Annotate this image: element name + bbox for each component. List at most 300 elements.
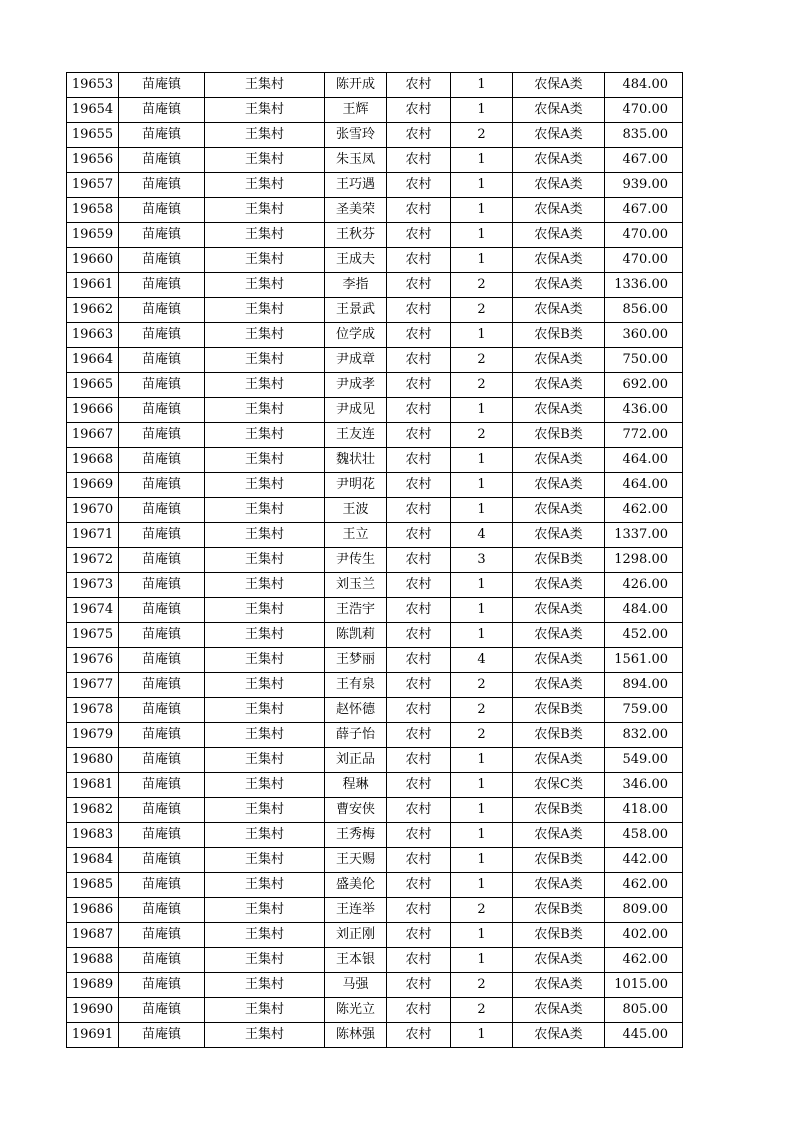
household-size-cell: 2 — [451, 723, 513, 748]
serial-number-cell: 19687 — [67, 923, 119, 948]
category-cell: 农保B类 — [513, 698, 605, 723]
name-cell: 王巧遇 — [325, 173, 387, 198]
name-cell: 张雪玲 — [325, 123, 387, 148]
amount-cell: 856.00 — [605, 298, 683, 323]
town-cell: 苗庵镇 — [119, 723, 205, 748]
amount-cell: 772.00 — [605, 423, 683, 448]
category-cell: 农保A类 — [513, 473, 605, 498]
table-row — [67, 923, 683, 948]
village-cell: 王集村 — [205, 648, 325, 673]
village-cell: 王集村 — [205, 348, 325, 373]
category-cell: 农保A类 — [513, 373, 605, 398]
serial-number-cell: 19661 — [67, 273, 119, 298]
household-size-cell: 1 — [451, 198, 513, 223]
area-type-cell: 农村 — [387, 623, 451, 648]
household-size-cell: 3 — [451, 548, 513, 573]
town-cell: 苗庵镇 — [119, 98, 205, 123]
name-cell: 王天赐 — [325, 848, 387, 873]
area-type-cell: 农村 — [387, 73, 451, 98]
category-cell: 农保A类 — [513, 748, 605, 773]
town-cell: 苗庵镇 — [119, 348, 205, 373]
village-cell: 王集村 — [205, 123, 325, 148]
table-row — [67, 123, 683, 148]
amount-cell: 360.00 — [605, 323, 683, 348]
town-cell: 苗庵镇 — [119, 248, 205, 273]
table-row — [67, 723, 683, 748]
village-cell: 王集村 — [205, 248, 325, 273]
category-cell: 农保A类 — [513, 948, 605, 973]
amount-cell: 484.00 — [605, 73, 683, 98]
village-cell: 王集村 — [205, 73, 325, 98]
household-size-cell: 1 — [451, 498, 513, 523]
name-cell: 王秀梅 — [325, 823, 387, 848]
town-cell: 苗庵镇 — [119, 948, 205, 973]
area-type-cell: 农村 — [387, 698, 451, 723]
amount-cell: 464.00 — [605, 448, 683, 473]
category-cell: 农保A类 — [513, 648, 605, 673]
village-cell: 王集村 — [205, 698, 325, 723]
amount-cell: 467.00 — [605, 148, 683, 173]
serial-number-cell: 19657 — [67, 173, 119, 198]
category-cell: 农保A类 — [513, 198, 605, 223]
village-cell: 王集村 — [205, 548, 325, 573]
town-cell: 苗庵镇 — [119, 123, 205, 148]
serial-number-cell: 19671 — [67, 523, 119, 548]
area-type-cell: 农村 — [387, 548, 451, 573]
amount-cell: 470.00 — [605, 248, 683, 273]
town-cell: 苗庵镇 — [119, 973, 205, 998]
amount-cell: 445.00 — [605, 1023, 683, 1048]
household-size-cell: 1 — [451, 398, 513, 423]
amount-cell: 692.00 — [605, 373, 683, 398]
serial-number-cell: 19660 — [67, 248, 119, 273]
table-row — [67, 998, 683, 1023]
household-size-cell: 2 — [451, 898, 513, 923]
town-cell: 苗庵镇 — [119, 1023, 205, 1048]
table-row — [67, 823, 683, 848]
serial-number-cell: 19662 — [67, 298, 119, 323]
area-type-cell: 农村 — [387, 223, 451, 248]
name-cell: 王友连 — [325, 423, 387, 448]
town-cell: 苗庵镇 — [119, 898, 205, 923]
area-type-cell: 农村 — [387, 773, 451, 798]
household-size-cell: 1 — [451, 873, 513, 898]
village-cell: 王集村 — [205, 1023, 325, 1048]
village-cell: 王集村 — [205, 373, 325, 398]
name-cell: 尹成见 — [325, 398, 387, 423]
category-cell: 农保A类 — [513, 873, 605, 898]
household-size-cell: 1 — [451, 598, 513, 623]
name-cell: 王有泉 — [325, 673, 387, 698]
serial-number-cell: 19673 — [67, 573, 119, 598]
serial-number-cell: 19665 — [67, 373, 119, 398]
table-row — [67, 273, 683, 298]
town-cell: 苗庵镇 — [119, 598, 205, 623]
household-size-cell: 1 — [451, 73, 513, 98]
amount-cell: 805.00 — [605, 998, 683, 1023]
village-cell: 王集村 — [205, 523, 325, 548]
serial-number-cell: 19691 — [67, 1023, 119, 1048]
category-cell: 农保B类 — [513, 548, 605, 573]
area-type-cell: 农村 — [387, 248, 451, 273]
town-cell: 苗庵镇 — [119, 698, 205, 723]
table-row — [67, 423, 683, 448]
table-row — [67, 848, 683, 873]
area-type-cell: 农村 — [387, 873, 451, 898]
category-cell: 农保B类 — [513, 848, 605, 873]
area-type-cell: 农村 — [387, 998, 451, 1023]
area-type-cell: 农村 — [387, 348, 451, 373]
household-size-cell: 1 — [451, 223, 513, 248]
household-size-cell: 1 — [451, 848, 513, 873]
name-cell: 圣美荣 — [325, 198, 387, 223]
village-cell: 王集村 — [205, 673, 325, 698]
category-cell: 农保A类 — [513, 173, 605, 198]
category-cell: 农保A类 — [513, 573, 605, 598]
name-cell: 王浩宇 — [325, 598, 387, 623]
table-row — [67, 773, 683, 798]
name-cell: 位学成 — [325, 323, 387, 348]
household-size-cell: 1 — [451, 98, 513, 123]
serial-number-cell: 19690 — [67, 998, 119, 1023]
amount-cell: 462.00 — [605, 948, 683, 973]
village-cell: 王集村 — [205, 223, 325, 248]
town-cell: 苗庵镇 — [119, 148, 205, 173]
table-row — [67, 248, 683, 273]
category-cell: 农保A类 — [513, 148, 605, 173]
amount-cell: 484.00 — [605, 598, 683, 623]
category-cell: 农保B类 — [513, 923, 605, 948]
household-size-cell: 2 — [451, 348, 513, 373]
category-cell: 农保A类 — [513, 448, 605, 473]
table-row — [67, 348, 683, 373]
town-cell: 苗庵镇 — [119, 473, 205, 498]
table-row — [67, 898, 683, 923]
serial-number-cell: 19670 — [67, 498, 119, 523]
name-cell: 赵怀德 — [325, 698, 387, 723]
village-cell: 王集村 — [205, 773, 325, 798]
area-type-cell: 农村 — [387, 923, 451, 948]
name-cell: 李指 — [325, 273, 387, 298]
amount-cell: 1298.00 — [605, 548, 683, 573]
table-row — [67, 573, 683, 598]
household-size-cell: 1 — [451, 798, 513, 823]
village-cell: 王集村 — [205, 173, 325, 198]
village-cell: 王集村 — [205, 823, 325, 848]
table-row — [67, 148, 683, 173]
amount-cell: 1336.00 — [605, 273, 683, 298]
area-type-cell: 农村 — [387, 848, 451, 873]
town-cell: 苗庵镇 — [119, 223, 205, 248]
table-row — [67, 398, 683, 423]
serial-number-cell: 19688 — [67, 948, 119, 973]
serial-number-cell: 19656 — [67, 148, 119, 173]
amount-cell: 470.00 — [605, 98, 683, 123]
table-row — [67, 473, 683, 498]
table-row — [67, 523, 683, 548]
household-size-cell: 1 — [451, 623, 513, 648]
amount-cell: 442.00 — [605, 848, 683, 873]
serial-number-cell: 19669 — [67, 473, 119, 498]
household-size-cell: 1 — [451, 248, 513, 273]
area-type-cell: 农村 — [387, 973, 451, 998]
area-type-cell: 农村 — [387, 823, 451, 848]
village-cell: 王集村 — [205, 448, 325, 473]
area-type-cell: 农村 — [387, 723, 451, 748]
town-cell: 苗庵镇 — [119, 523, 205, 548]
table-row — [67, 548, 683, 573]
area-type-cell: 农村 — [387, 398, 451, 423]
household-size-cell: 1 — [451, 323, 513, 348]
category-cell: 农保A类 — [513, 398, 605, 423]
table-row — [67, 598, 683, 623]
serial-number-cell: 19683 — [67, 823, 119, 848]
serial-number-cell: 19664 — [67, 348, 119, 373]
name-cell: 朱玉凤 — [325, 148, 387, 173]
village-cell: 王集村 — [205, 998, 325, 1023]
village-cell: 王集村 — [205, 498, 325, 523]
serial-number-cell: 19682 — [67, 798, 119, 823]
village-cell: 王集村 — [205, 623, 325, 648]
area-type-cell: 农村 — [387, 1023, 451, 1048]
table-row — [67, 498, 683, 523]
household-size-cell: 1 — [451, 948, 513, 973]
name-cell: 王波 — [325, 498, 387, 523]
town-cell: 苗庵镇 — [119, 573, 205, 598]
town-cell: 苗庵镇 — [119, 73, 205, 98]
amount-cell: 452.00 — [605, 623, 683, 648]
village-cell: 王集村 — [205, 323, 325, 348]
household-size-cell: 1 — [451, 1023, 513, 1048]
village-cell: 王集村 — [205, 798, 325, 823]
category-cell: 农保B类 — [513, 423, 605, 448]
name-cell: 王成夫 — [325, 248, 387, 273]
serial-number-cell: 19666 — [67, 398, 119, 423]
category-cell: 农保A类 — [513, 73, 605, 98]
amount-cell: 759.00 — [605, 698, 683, 723]
category-cell: 农保A类 — [513, 223, 605, 248]
amount-cell: 402.00 — [605, 923, 683, 948]
household-size-cell: 2 — [451, 998, 513, 1023]
serial-number-cell: 19668 — [67, 448, 119, 473]
area-type-cell: 农村 — [387, 373, 451, 398]
area-type-cell: 农村 — [387, 948, 451, 973]
village-cell: 王集村 — [205, 873, 325, 898]
name-cell: 陈林强 — [325, 1023, 387, 1048]
name-cell: 王本银 — [325, 948, 387, 973]
village-cell: 王集村 — [205, 423, 325, 448]
town-cell: 苗庵镇 — [119, 298, 205, 323]
amount-cell: 939.00 — [605, 173, 683, 198]
household-size-cell: 4 — [451, 648, 513, 673]
amount-cell: 894.00 — [605, 673, 683, 698]
category-cell: 农保B类 — [513, 898, 605, 923]
household-size-cell: 2 — [451, 298, 513, 323]
household-size-cell: 1 — [451, 748, 513, 773]
amount-cell: 418.00 — [605, 798, 683, 823]
amount-cell: 462.00 — [605, 498, 683, 523]
amount-cell: 750.00 — [605, 348, 683, 373]
household-size-cell: 1 — [451, 148, 513, 173]
area-type-cell: 农村 — [387, 573, 451, 598]
area-type-cell: 农村 — [387, 673, 451, 698]
town-cell: 苗庵镇 — [119, 623, 205, 648]
table-row — [67, 673, 683, 698]
household-size-cell: 1 — [451, 473, 513, 498]
village-cell: 王集村 — [205, 948, 325, 973]
household-size-cell: 2 — [451, 698, 513, 723]
table-row — [67, 98, 683, 123]
table-row — [67, 748, 683, 773]
serial-number-cell: 19653 — [67, 73, 119, 98]
category-cell: 农保B类 — [513, 723, 605, 748]
area-type-cell: 农村 — [387, 123, 451, 148]
area-type-cell: 农村 — [387, 423, 451, 448]
category-cell: 农保A类 — [513, 298, 605, 323]
table-body — [67, 73, 683, 1048]
name-cell: 尹明花 — [325, 473, 387, 498]
town-cell: 苗庵镇 — [119, 448, 205, 473]
town-cell: 苗庵镇 — [119, 198, 205, 223]
name-cell: 王秋芬 — [325, 223, 387, 248]
serial-number-cell: 19658 — [67, 198, 119, 223]
table-row — [67, 448, 683, 473]
category-cell: 农保A类 — [513, 523, 605, 548]
household-size-cell: 2 — [451, 673, 513, 698]
category-cell: 农保A类 — [513, 273, 605, 298]
category-cell: 农保A类 — [513, 1023, 605, 1048]
household-size-cell: 2 — [451, 273, 513, 298]
area-type-cell: 农村 — [387, 298, 451, 323]
amount-cell: 1561.00 — [605, 648, 683, 673]
household-size-cell: 1 — [451, 573, 513, 598]
village-cell: 王集村 — [205, 398, 325, 423]
town-cell: 苗庵镇 — [119, 923, 205, 948]
name-cell: 陈光立 — [325, 998, 387, 1023]
serial-number-cell: 19689 — [67, 973, 119, 998]
area-type-cell: 农村 — [387, 598, 451, 623]
serial-number-cell: 19676 — [67, 648, 119, 673]
area-type-cell: 农村 — [387, 523, 451, 548]
serial-number-cell: 19677 — [67, 673, 119, 698]
area-type-cell: 农村 — [387, 98, 451, 123]
town-cell: 苗庵镇 — [119, 848, 205, 873]
name-cell: 魏状壮 — [325, 448, 387, 473]
table-row — [67, 873, 683, 898]
table-row — [67, 173, 683, 198]
area-type-cell: 农村 — [387, 173, 451, 198]
name-cell: 尹传生 — [325, 548, 387, 573]
amount-cell: 436.00 — [605, 398, 683, 423]
village-cell: 王集村 — [205, 973, 325, 998]
household-size-cell: 2 — [451, 973, 513, 998]
serial-number-cell: 19686 — [67, 898, 119, 923]
village-cell: 王集村 — [205, 923, 325, 948]
town-cell: 苗庵镇 — [119, 273, 205, 298]
serial-number-cell: 19674 — [67, 598, 119, 623]
table-row — [67, 298, 683, 323]
amount-cell: 467.00 — [605, 198, 683, 223]
name-cell: 王梦丽 — [325, 648, 387, 673]
name-cell: 王立 — [325, 523, 387, 548]
table-row — [67, 648, 683, 673]
village-cell: 王集村 — [205, 723, 325, 748]
town-cell: 苗庵镇 — [119, 673, 205, 698]
table-row — [67, 973, 683, 998]
area-type-cell: 农村 — [387, 448, 451, 473]
village-cell: 王集村 — [205, 298, 325, 323]
area-type-cell: 农村 — [387, 148, 451, 173]
amount-cell: 549.00 — [605, 748, 683, 773]
table-row — [67, 373, 683, 398]
household-size-cell: 1 — [451, 773, 513, 798]
area-type-cell: 农村 — [387, 323, 451, 348]
town-cell: 苗庵镇 — [119, 173, 205, 198]
amount-cell: 462.00 — [605, 873, 683, 898]
name-cell: 曹安侠 — [325, 798, 387, 823]
name-cell: 王景武 — [325, 298, 387, 323]
table-row — [67, 948, 683, 973]
amount-cell: 346.00 — [605, 773, 683, 798]
town-cell: 苗庵镇 — [119, 773, 205, 798]
name-cell: 刘正品 — [325, 748, 387, 773]
name-cell: 王辉 — [325, 98, 387, 123]
town-cell: 苗庵镇 — [119, 798, 205, 823]
village-cell: 王集村 — [205, 898, 325, 923]
category-cell: 农保A类 — [513, 98, 605, 123]
area-type-cell: 农村 — [387, 498, 451, 523]
table-row — [67, 323, 683, 348]
town-cell: 苗庵镇 — [119, 398, 205, 423]
serial-number-cell: 19680 — [67, 748, 119, 773]
amount-cell: 464.00 — [605, 473, 683, 498]
allowance-table — [66, 72, 683, 1048]
household-size-cell: 2 — [451, 123, 513, 148]
village-cell: 王集村 — [205, 198, 325, 223]
amount-cell: 458.00 — [605, 823, 683, 848]
name-cell: 刘正刚 — [325, 923, 387, 948]
table-row — [67, 198, 683, 223]
serial-number-cell: 19663 — [67, 323, 119, 348]
household-size-cell: 1 — [451, 823, 513, 848]
category-cell: 农保A类 — [513, 248, 605, 273]
category-cell: 农保B类 — [513, 798, 605, 823]
table-row — [67, 798, 683, 823]
village-cell: 王集村 — [205, 573, 325, 598]
name-cell: 陈凯莉 — [325, 623, 387, 648]
name-cell: 王连举 — [325, 898, 387, 923]
serial-number-cell: 19678 — [67, 698, 119, 723]
serial-number-cell: 19685 — [67, 873, 119, 898]
category-cell: 农保A类 — [513, 973, 605, 998]
serial-number-cell: 19679 — [67, 723, 119, 748]
town-cell: 苗庵镇 — [119, 748, 205, 773]
amount-cell: 1337.00 — [605, 523, 683, 548]
town-cell: 苗庵镇 — [119, 873, 205, 898]
name-cell: 薛子怡 — [325, 723, 387, 748]
amount-cell: 426.00 — [605, 573, 683, 598]
village-cell: 王集村 — [205, 748, 325, 773]
amount-cell: 809.00 — [605, 898, 683, 923]
table-row — [67, 698, 683, 723]
serial-number-cell: 19684 — [67, 848, 119, 873]
category-cell: 农保A类 — [513, 623, 605, 648]
category-cell: 农保B类 — [513, 323, 605, 348]
category-cell: 农保A类 — [513, 348, 605, 373]
name-cell: 盛美伦 — [325, 873, 387, 898]
amount-cell: 835.00 — [605, 123, 683, 148]
category-cell: 农保A类 — [513, 123, 605, 148]
